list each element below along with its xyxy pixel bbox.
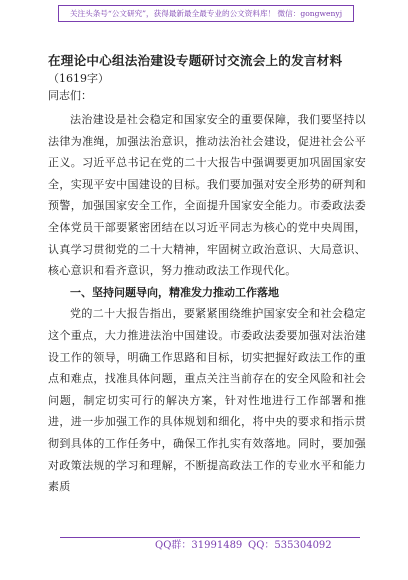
section-heading: 一、坚持问题导向，精准发力推动工作落地 (70, 285, 279, 299)
qq-group-number: QQ群：31991489 (155, 540, 243, 551)
paragraph-intro: 法治建设是社会稳定和国家安全的重要保障，我们要坚持以法律为准绳，加强法治意识，推动法治社会建设，促进社会公平正义。习近平总书记在党的二十大报告中强调要更加巩固国家安全，实现平安中国建设的目标。我们要加强对安全形势的研判和预警，加强国家安全工作，全面提升国家安全能力。市委政法委全体党员干部要紧密团结在以习近平同志为核心的党中央周围，认真学习贯彻党的二十大精神，牢固树立政治意识、大局意识、核心意识和看齐意识，努力推动政法工作现代化。 (48, 113, 366, 278)
promo-banner: 关注头条号“公文研究”，获得最新最全最专业的公文资料库！ 微信：gongwenyj (58, 5, 354, 22)
footer-contact (60, 537, 360, 554)
document-title: 在理论中心组法治建设专题研讨交流会上的发言材料 (48, 53, 343, 68)
qq-number: QQ：535304092 (248, 540, 332, 551)
word-count: （1619字） (48, 72, 109, 85)
greeting: 同志们： (48, 89, 92, 102)
paragraph-section-1: 党的二十大报告指出，要紧紧围绕维护国家安全和社会稳定这个重点，大力推进法治中国建设。市委政法委要加强对法治建设工作的领导，明确工作思路和目标，切实把握好政法工作的重点和难点，找准具体问题，重点关注当前存在的安全风险和社会问题，制定切实可行的解决方案，针对性地进行工作部署和推进，进一步加强工作的具体规划和细化，将中央的要求和指示贯彻到具体的工作任务中，确保工作扎实有效落地。同时，要加强对政策法规的学习和理解，不断提高政法工作的专业水平和能力素质 (48, 307, 366, 494)
document-body (48, 52, 366, 498)
